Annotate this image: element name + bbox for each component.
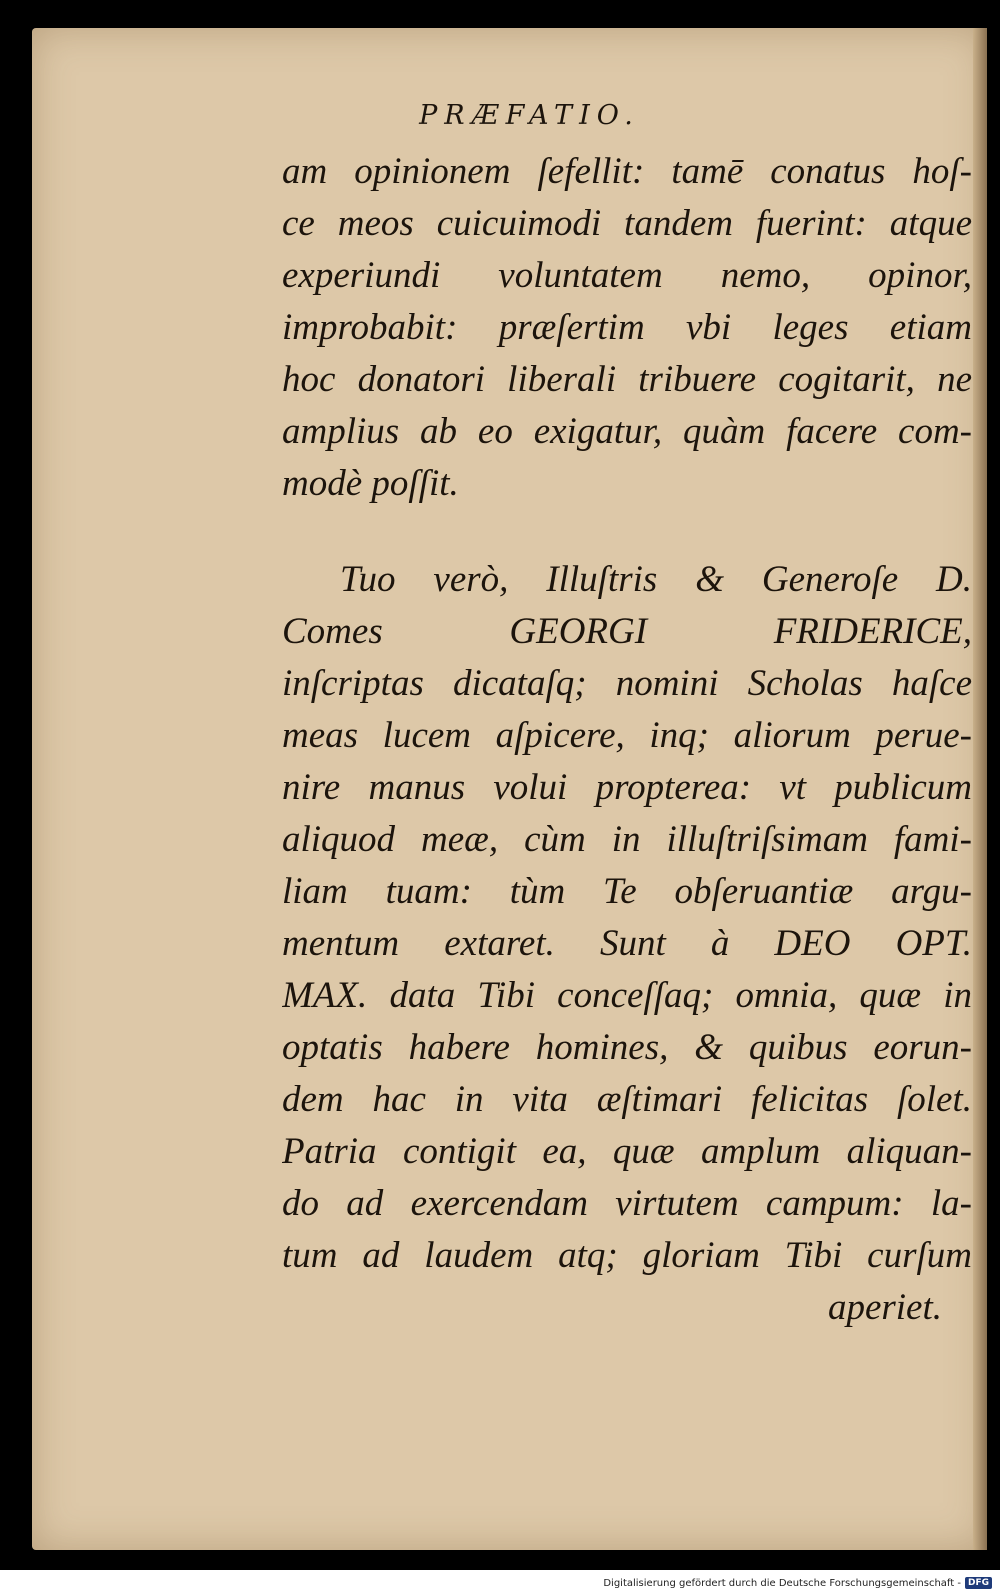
catchword: aperiet. — [827, 1287, 942, 1328]
text-line: MAX. data Tibi conceſſaq; omnia, quæ in — [282, 975, 972, 1016]
running-head: PRÆFATIO. — [419, 100, 640, 131]
paragraph-gap — [282, 510, 972, 554]
text-line: liam tuam: tùm Te obſeruantiæ argu- — [282, 871, 972, 912]
text-block — [282, 146, 972, 1334]
text-line: optatis habere homines, & quibus eorun- — [282, 1027, 972, 1068]
text-line: amplius ab eo exigatur, quàm facere com- — [282, 411, 972, 452]
dfg-logo: DFG — [965, 1577, 992, 1589]
text-line: am opinionem ſefellit: tamē conatus hoſ- — [282, 151, 972, 192]
footer-credit: Digitalisierung gefördert durch die Deutsche Forschungsgemeinschaft - — [603, 1577, 961, 1589]
text-line: improbabit: præſertim vbi leges etiam — [282, 307, 972, 348]
text-line: Tuo verò, Illuſtris & Generoſe D. — [340, 559, 972, 600]
text-line: hoc donatori liberali tribuere cogitarit, ne — [282, 359, 972, 400]
text-line: Comes GEORGI FRIDERICE, — [282, 611, 972, 652]
footer-bar — [0, 1570, 1000, 1596]
text-line: modè poſſit. — [282, 463, 459, 504]
text-line: do ad exercendam virtutem campum: la- — [282, 1183, 972, 1224]
text-line: dem hac in vita æſtimari felicitas ſolet. — [282, 1079, 972, 1120]
page-edge — [973, 28, 987, 1550]
text-line: aliquod meæ, cùm in illuſtriſsimam fami- — [282, 819, 972, 860]
text-line: mentum extaret. Sunt à DEO OPT. — [282, 923, 972, 964]
book-page — [32, 28, 987, 1550]
text-line: Patria contigit ea, quæ amplum aliquan- — [282, 1131, 972, 1172]
text-line: experiundi voluntatem nemo, opinor, — [282, 255, 972, 296]
text-line: ce meos cuicuimodi tandem fuerint: atque — [282, 203, 972, 244]
text-line: inſcriptas dicataſq; nomini Scholas haſce — [282, 663, 972, 704]
text-line: meas lucem aſpicere, inq; aliorum perue- — [282, 715, 972, 756]
text-line: tum ad laudem atq; gloriam Tibi curſum — [282, 1235, 972, 1276]
text-line: nire manus volui propterea: vt publicum — [282, 767, 972, 808]
